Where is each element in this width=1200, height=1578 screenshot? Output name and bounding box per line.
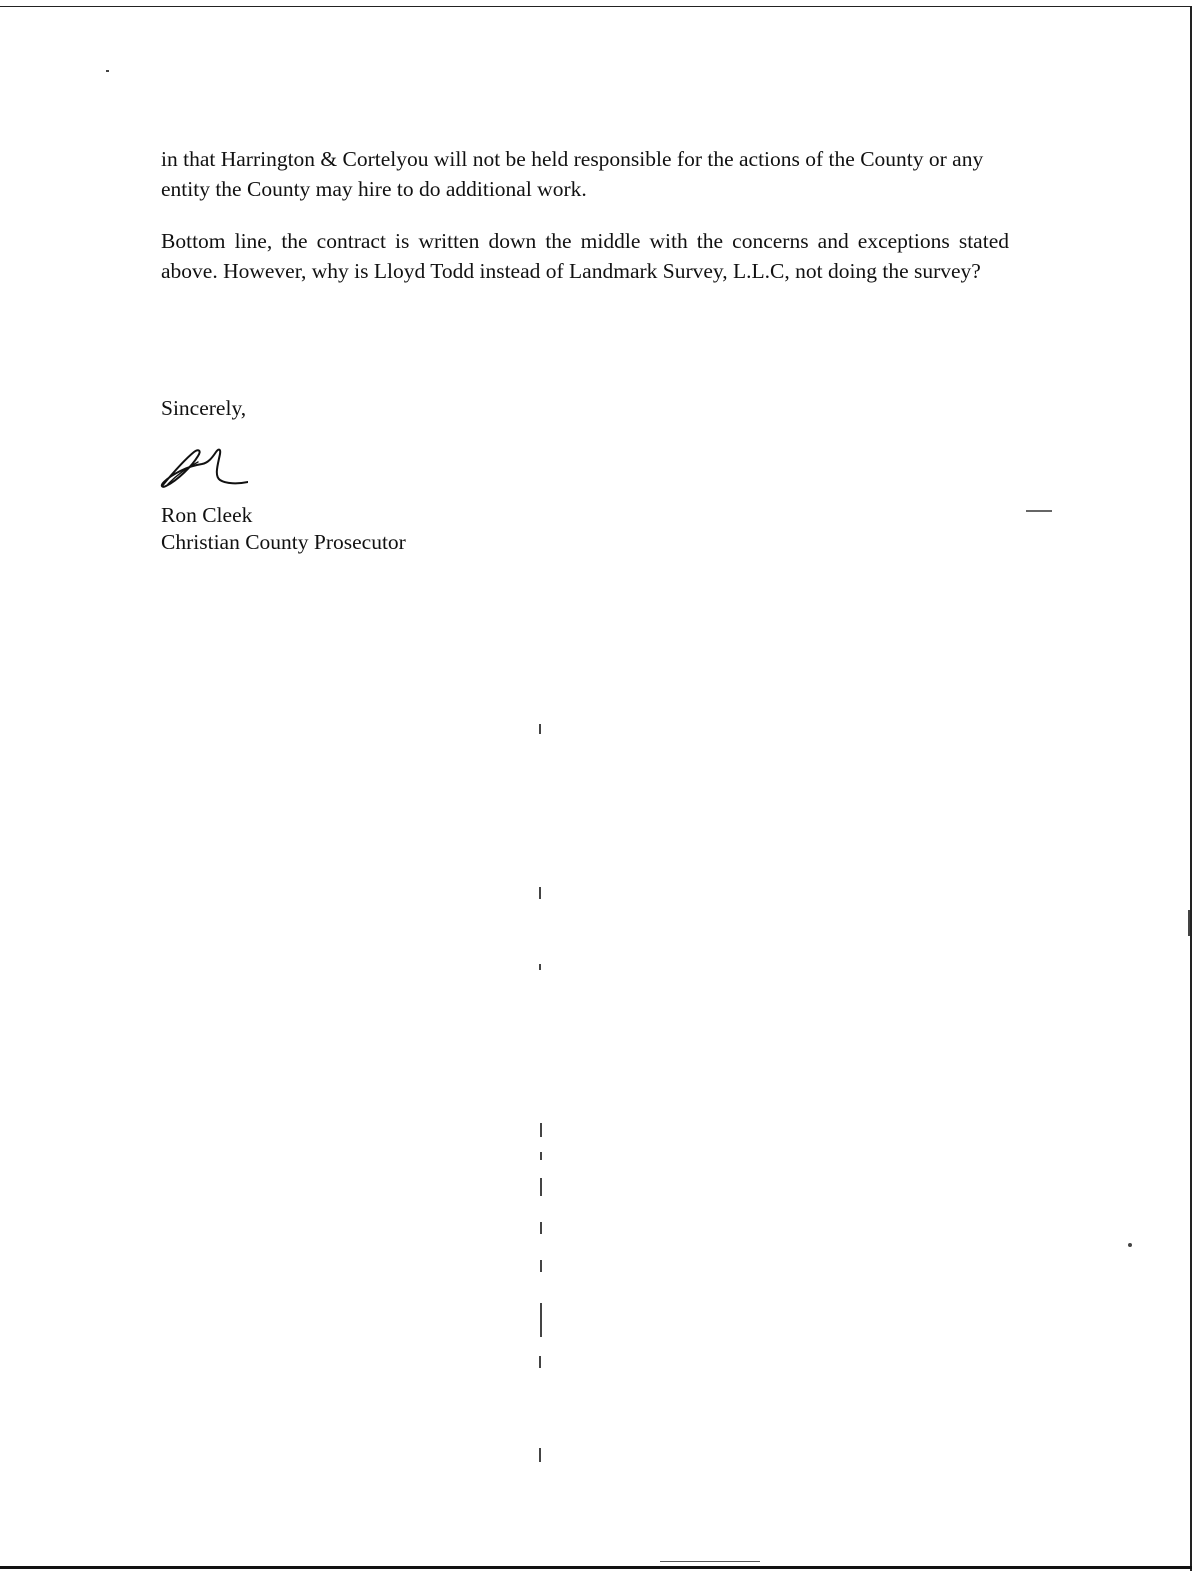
scan-artifact xyxy=(539,1448,541,1462)
scan-artifact xyxy=(540,1178,542,1196)
scan-artifact xyxy=(540,1222,542,1234)
scan-artifact xyxy=(540,1123,542,1137)
scan-artifact xyxy=(539,1356,541,1368)
body-paragraph-1: in that Harrington & Cortelyou will not be held responsible for the actions of the County or any entity the County may hire to do additional work. xyxy=(161,147,984,201)
scan-artifact xyxy=(540,1152,542,1160)
scan-artifact xyxy=(539,887,541,899)
body-paragraph-2: Bottom line, the contract is written down the middle with the concerns and exceptions stated above. However, why is Lloyd Todd instead of Landmark Survey, L.L.C, not doing the survey? xyxy=(161,229,1009,283)
scan-artifact xyxy=(1026,510,1052,512)
signer-title: Christian County Prosecutor xyxy=(161,530,406,554)
scan-artifact xyxy=(106,70,109,72)
scan-artifact xyxy=(1188,910,1190,936)
handwritten-signature-icon xyxy=(158,442,248,492)
scan-border-bottom-mark xyxy=(660,1561,760,1562)
scan-border-top xyxy=(0,6,1192,7)
scan-artifact xyxy=(540,1260,542,1272)
signer-name: Ron Cleek xyxy=(161,503,253,527)
scan-artifact xyxy=(539,724,541,734)
scan-artifact xyxy=(1128,1243,1132,1247)
scan-artifact xyxy=(539,964,541,970)
scan-border-right xyxy=(1190,6,1192,1571)
closing-salutation: Sincerely, xyxy=(161,396,247,420)
scan-artifact xyxy=(540,1303,542,1337)
scan-border-bottom xyxy=(0,1566,1192,1569)
